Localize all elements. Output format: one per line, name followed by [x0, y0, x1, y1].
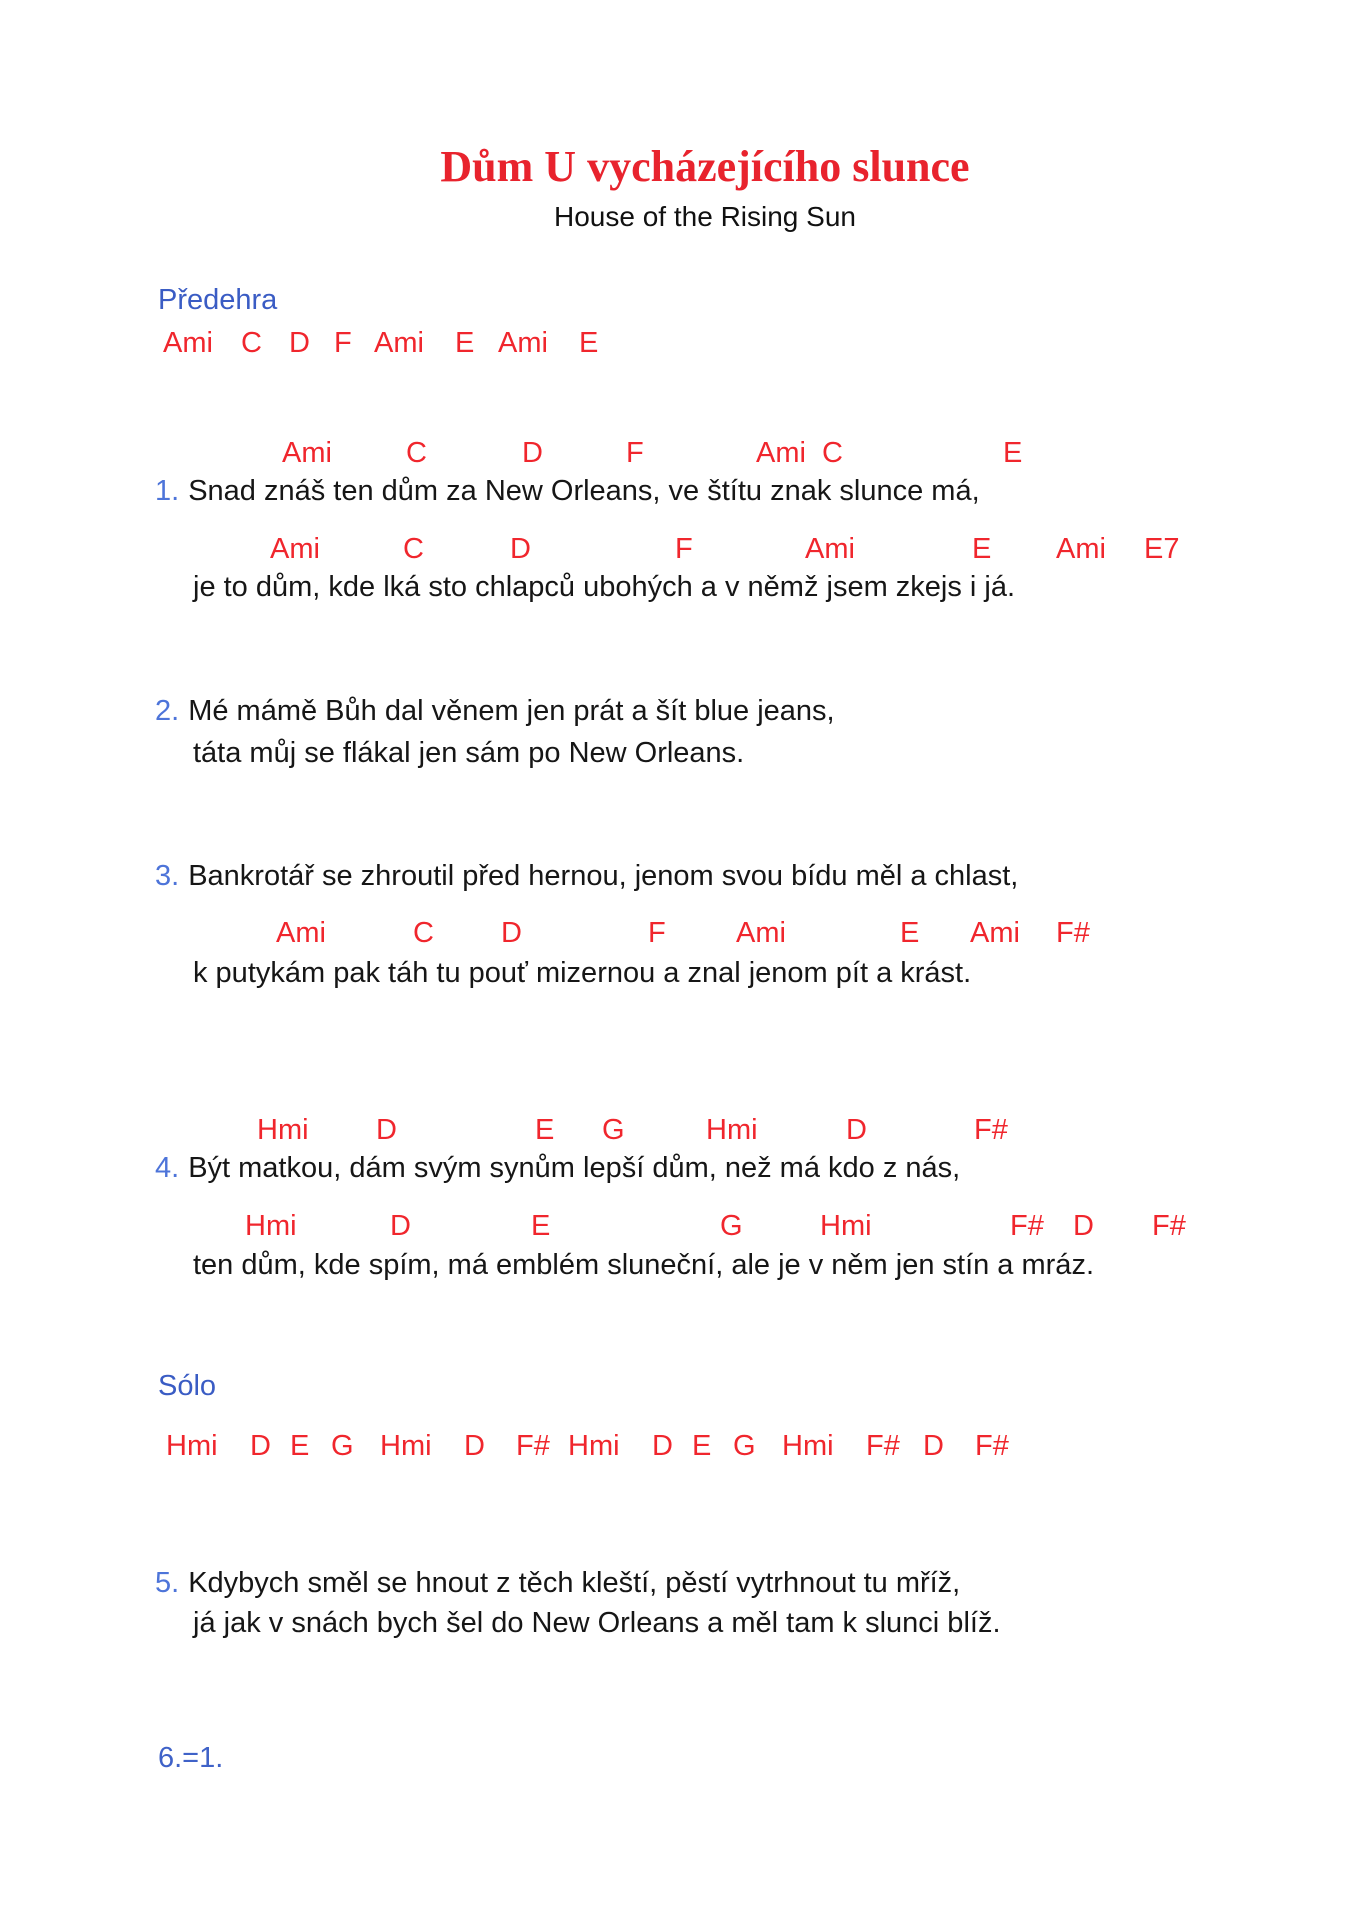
chord: Hmi	[380, 1430, 432, 1462]
verse2-number: 2.	[155, 695, 180, 727]
solo-label: Sólo	[158, 1370, 217, 1402]
chord: E7	[1144, 533, 1180, 565]
verse5-line2: já jak v snách bych šel do New Orleans a měl tam k slunci blíž.	[193, 1607, 1001, 1639]
verse3-line1	[155, 860, 1018, 893]
verse1-line1	[155, 475, 980, 508]
verse1-line2: je to dům, kde lká sto chlapců ubohých a v němž jsem zkejs i já.	[193, 571, 1016, 603]
chord: D	[501, 917, 522, 949]
chord: D	[289, 327, 310, 359]
chord: E	[535, 1114, 555, 1146]
verse4-number: 4.	[155, 1152, 180, 1184]
solo-chord-line	[0, 1430, 1357, 1464]
verse3-chord-line	[0, 917, 1357, 951]
verse6-reference: 6.=1.	[158, 1742, 224, 1774]
chord: C	[241, 327, 262, 359]
verse1-chord-line-1	[0, 437, 1357, 471]
verse4-chord-line-1	[0, 1114, 1357, 1148]
chord: D	[376, 1114, 397, 1146]
chord: E	[900, 917, 920, 949]
chord: F#	[1056, 917, 1090, 949]
verse1-chord-line-2	[0, 533, 1357, 567]
chord: Ami	[270, 533, 320, 565]
chord: Hmi	[820, 1210, 872, 1242]
chord: Hmi	[245, 1210, 297, 1242]
chord: G	[602, 1114, 625, 1146]
intro-chord-line	[0, 327, 1357, 361]
verse5-line1-text: Kdybych směl se hnout z těch kleští, pěstí vytrhnout tu mříž,	[188, 1567, 961, 1599]
chord: Ami	[970, 917, 1020, 949]
chord: F#	[1152, 1210, 1186, 1242]
chord: C	[403, 533, 424, 565]
verse5-number: 5.	[155, 1567, 180, 1599]
chord: Ami	[276, 917, 326, 949]
intro-label: Předehra	[158, 284, 278, 316]
chord: Ami	[282, 437, 332, 469]
chord: F	[675, 533, 693, 565]
chord: F#	[866, 1430, 900, 1462]
chord: Ami	[756, 437, 806, 469]
chord: Hmi	[166, 1430, 218, 1462]
verse4-line1-text: Být matkou, dám svým synům lepší dům, než má kdo z nás,	[188, 1152, 961, 1184]
chord: D	[652, 1430, 673, 1462]
verse4-line1	[155, 1152, 960, 1185]
chord: Ami	[1056, 533, 1106, 565]
chord: Hmi	[706, 1114, 758, 1146]
chord: E	[1003, 437, 1023, 469]
verse3-line1-text: Bankrotář se zhroutil před hernou, jenom svou bídu měl a chlast,	[188, 860, 1019, 892]
chord: D	[1073, 1210, 1094, 1242]
chord: G	[720, 1210, 743, 1242]
verse3-line2: k putykám pak táh tu pouť mizernou a znal jenom pít a krást.	[193, 957, 972, 989]
verse4-line2: ten dům, kde spím, má emblém sluneční, ale je v něm jen stín a mráz.	[193, 1249, 1094, 1281]
chord: Ami	[805, 533, 855, 565]
chord: F#	[974, 1114, 1008, 1146]
chord: Hmi	[257, 1114, 309, 1146]
verse2-line2: táta můj se flákal jen sám po New Orleans.	[193, 737, 745, 769]
chord: D	[522, 437, 543, 469]
chord: E	[455, 327, 475, 359]
chord: D	[464, 1430, 485, 1462]
chord: C	[822, 437, 843, 469]
chord: E	[531, 1210, 551, 1242]
chord: C	[413, 917, 434, 949]
chord: D	[923, 1430, 944, 1462]
verse4-chord-line-2	[0, 1210, 1357, 1244]
chord: E	[692, 1430, 712, 1462]
chord: Ami	[163, 327, 213, 359]
chord: E	[579, 327, 599, 359]
chord: Ami	[498, 327, 548, 359]
chord: C	[406, 437, 427, 469]
verse2-line1-text: Mé mámě Bůh dal věnem jen prát a šít blue jeans,	[188, 695, 835, 727]
chord: G	[733, 1430, 756, 1462]
chord: E	[290, 1430, 310, 1462]
verse1-line1-text: Snad znáš ten dům za New Orleans, ve štítu znak slunce má,	[188, 475, 980, 507]
verse3-number: 3.	[155, 860, 180, 892]
chord: F#	[516, 1430, 550, 1462]
chord: D	[846, 1114, 867, 1146]
chord: F#	[975, 1430, 1009, 1462]
chord: D	[510, 533, 531, 565]
chord: Ami	[374, 327, 424, 359]
song-title: Dům U vycházejícího slunce	[440, 142, 970, 191]
song-subtitle: House of the Rising Sun	[554, 201, 856, 232]
chord: Ami	[736, 917, 786, 949]
chord: Hmi	[568, 1430, 620, 1462]
verse5-line1	[155, 1567, 960, 1600]
chord: D	[390, 1210, 411, 1242]
chord: D	[250, 1430, 271, 1462]
chord: F	[334, 327, 352, 359]
chord: F	[648, 917, 666, 949]
chord: F	[626, 437, 644, 469]
chord: G	[331, 1430, 354, 1462]
chord: E	[972, 533, 992, 565]
verse1-number: 1.	[155, 475, 180, 507]
chord: Hmi	[782, 1430, 834, 1462]
chord: F#	[1010, 1210, 1044, 1242]
verse2-line1	[155, 695, 835, 728]
